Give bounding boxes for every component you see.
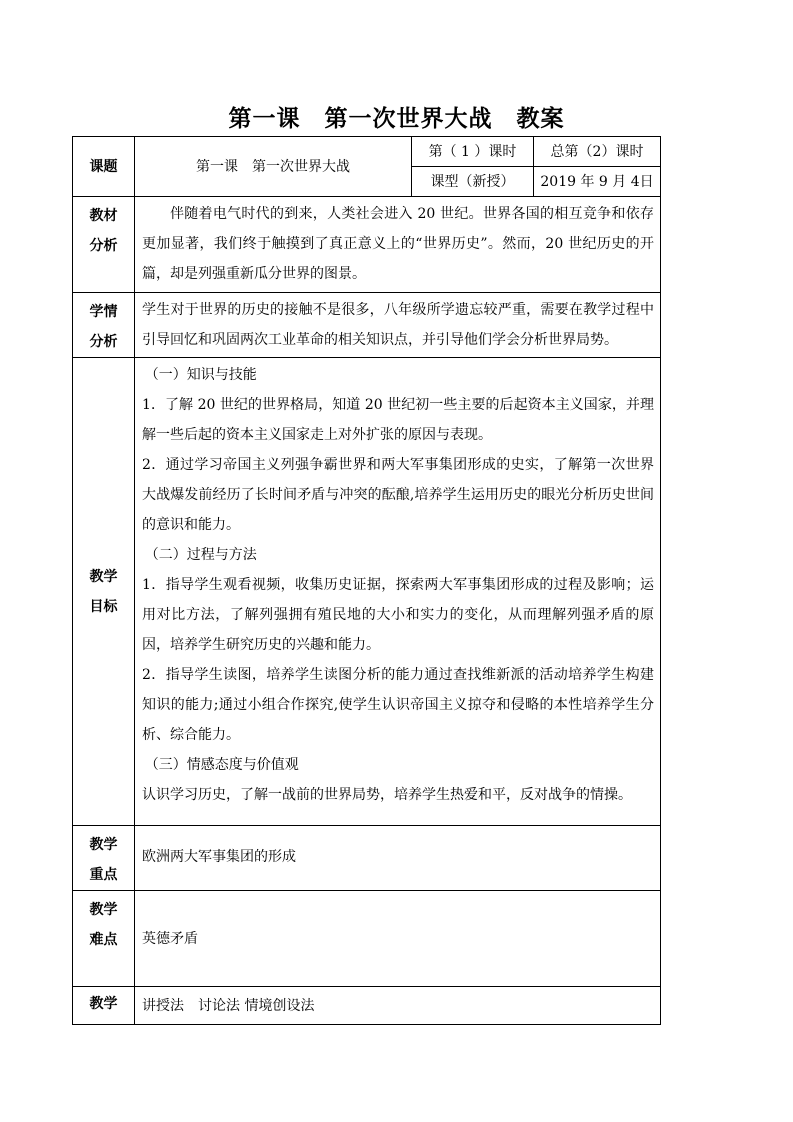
lesson-date: 2019 年 9 月 4日 xyxy=(534,167,661,197)
methods-cell xyxy=(135,987,661,1025)
methods-text: 讲授法 讨论法 情境创设法 xyxy=(142,998,315,1014)
topic-label: 课题 xyxy=(89,158,118,175)
material-analysis-text: 伴随着电气时代的到来，人类社会进入 20 世纪。世界各国的相互竞争和依存更加显著，我们终于触摸到了真正意义上的“世界历史”。然而，20 世纪历史的开篇，却是列强重新瓜分世界的图景。 xyxy=(142,206,654,282)
objectives-s1-item1: 1．了解 20 世纪的世界格局，知道 20 世纪初一些主要的后起资本主义国家，并理解一些后起的资本主义国家走上对外扩张的原因与表现。 xyxy=(142,397,654,443)
material-analysis-cell xyxy=(135,197,661,293)
learner-analysis-text: 学生对于世界的历史的接触不是很多，八年级所学遗忘较严重，需要在教学过程中引导回忆和巩固两次工业革命的相关知识点，并引导他们学会分析世界局势。 xyxy=(142,302,654,348)
lesson-type: 课型（新授） xyxy=(412,167,534,197)
objectives-section3-heading: （三）情感态度与价值观 xyxy=(144,757,299,773)
objectives-label: 教学 目标 xyxy=(73,358,135,826)
topic-label-cell xyxy=(73,137,135,197)
difficult-points-cell xyxy=(135,891,661,987)
objectives-cell xyxy=(135,358,661,826)
total-lessons: 总第（2）课时 xyxy=(534,137,661,167)
objectives-s2-item2: 2．指导学生读图，培养学生读图分析的能力通过查找维新派的活动培养学生构建知识的能力;通过小组合作探究,使学生认识帝国主义掠夺和侵略的本性培养学生分析、综合能力。 xyxy=(142,667,654,743)
learner-analysis-cell xyxy=(135,293,661,358)
topic-value: 第一课 第一次世界大战 xyxy=(135,137,412,197)
methods-label: 教学 xyxy=(73,987,135,1025)
objectives-section2-heading: （二）过程与方法 xyxy=(144,547,257,563)
material-analysis-label: 教材 分析 xyxy=(73,197,135,293)
key-points-text: 欧洲两大军事集团的形成 xyxy=(142,849,296,865)
objectives-s3-text: 认识学习历史，了解一战前的世界局势，培养学生热爱和平，反对战争的情操。 xyxy=(142,787,632,803)
key-points-cell xyxy=(135,826,661,891)
objectives-s1-item2: 2．通过学习帝国主义列强争霸世界和两大军事集团形成的史实，了解第一次世界大战爆发前经历了长时间矛盾与冲突的酝酿,培养学生运用历史的眼光分析历史世间的意识和能力。 xyxy=(142,457,654,533)
lesson-number: 第（ 1 ）课时 xyxy=(412,137,534,167)
objectives-s2-item1: 1．指导学生观看视频，收集历史证据，探索两大军事集团形成的过程及影响；运用对比方法，了解列强拥有殖民地的大小和实力的变化，从而理解列强矛盾的原因，培养学生研究历史的兴趣和能力。 xyxy=(142,577,654,653)
objectives-section1-heading: （一）知识与技能 xyxy=(144,367,257,383)
lesson-plan-table xyxy=(72,136,661,1025)
key-points-label: 教学 重点 xyxy=(73,826,135,891)
document-title: 第一课 第一次世界大战 教案 xyxy=(228,105,565,132)
learner-analysis-label: 学情 分析 xyxy=(73,293,135,358)
difficult-points-label: 教学 难点 xyxy=(73,891,135,987)
difficult-points-text: 英德矛盾 xyxy=(142,930,198,947)
